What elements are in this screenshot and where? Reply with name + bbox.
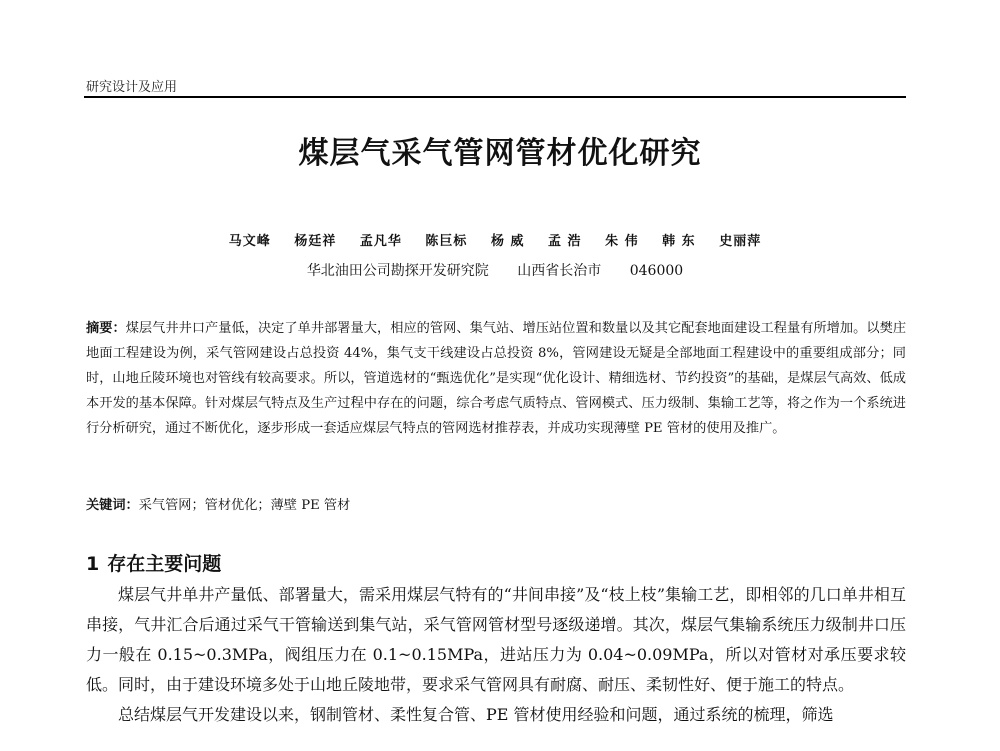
section-title: 存在主要问题: [107, 553, 222, 575]
affiliation-location: 山西省长治市: [517, 263, 602, 279]
body-paragraph: 煤层气井单井产量低、部署量大，需采用煤层气特有的“井间串接”及“枝上枝”集输工艺，即相邻的几口单井相互串接，气井汇合后通过采气干管输送到集气站，采气管网管材型号逐级递增。其次，煤层气集输系统压力级制井口压力一般在 0.15~0.3MPa，阀组压力在 0.1~0.15MPa，进站压力为 0.04~0.09MPa，所以对管材对承压要求较低。同时，由于建设环境多处于山地丘陵地带，要求采气管网具有耐腐、耐压、柔韧性好、便于施工的特点。: [86, 585, 906, 694]
keywords-label: 关键词：: [86, 498, 139, 513]
abstract: [86, 316, 906, 441]
abstract-text: 煤层气井井口产量低，决定了单井部署量大，相应的管网、集气站、增压站位置和数量以及其它配套地面建设工程量有所增加。以樊庄地面工程建设为例，采气管网建设占总投资 44%，集气支干线建设占总投资 8%，管网建设无疑是全部地面工程建设中的重要组成部分；同时，山地丘陵环境也对管线有较高要求。所以，管道选材的“甄选优化”是实现“优化设计、精细选材、节约投资”的基础，是煤层气高效、低成本开发的基本保障。针对煤层气特点及生产过程中存在的问题，综合考虑气质特点、管网模式、压力级制、集输工艺等，将之作为一个系统进行分析研究，通过不断优化，逐步形成一套适应煤层气特点的管网选材推荐表，并成功实现薄壁 PE 管材的使用及推广。: [86, 321, 907, 436]
author: 杨廷祥: [294, 234, 337, 249]
author: 朱 伟: [605, 234, 639, 249]
affiliation-postcode: 046000: [629, 263, 684, 279]
section-label: 研究设计及应用: [86, 80, 178, 95]
author: 孟凡华: [359, 234, 402, 249]
keywords-text: 采气管网；管材优化；薄壁 PE 管材: [138, 498, 351, 513]
keywords: [86, 494, 906, 513]
abstract-label: 摘要：: [86, 321, 126, 336]
header-divider: [84, 96, 906, 98]
affiliation-institute: 华北油田公司勘探开发研究院: [306, 263, 489, 279]
author: 史丽萍: [719, 234, 762, 249]
author: 韩 东: [662, 234, 696, 249]
author: 杨 威: [490, 234, 525, 249]
body-paragraph: 总结煤层气开发建设以来，钢制管材、柔性复合管、PE 管材使用经验和问题，通过系统的梳理，筛选: [118, 705, 834, 724]
author: 孟 浩: [548, 234, 582, 249]
affiliation: [0, 260, 990, 280]
author: 马文峰: [228, 234, 271, 249]
section-body: [86, 580, 906, 730]
author-list: [0, 230, 990, 249]
section-heading: [86, 549, 221, 576]
author: 陈巨标: [425, 234, 468, 249]
paper-title: 煤层气采气管网管材优化研究: [298, 136, 702, 171]
section-number: 1: [86, 553, 100, 575]
